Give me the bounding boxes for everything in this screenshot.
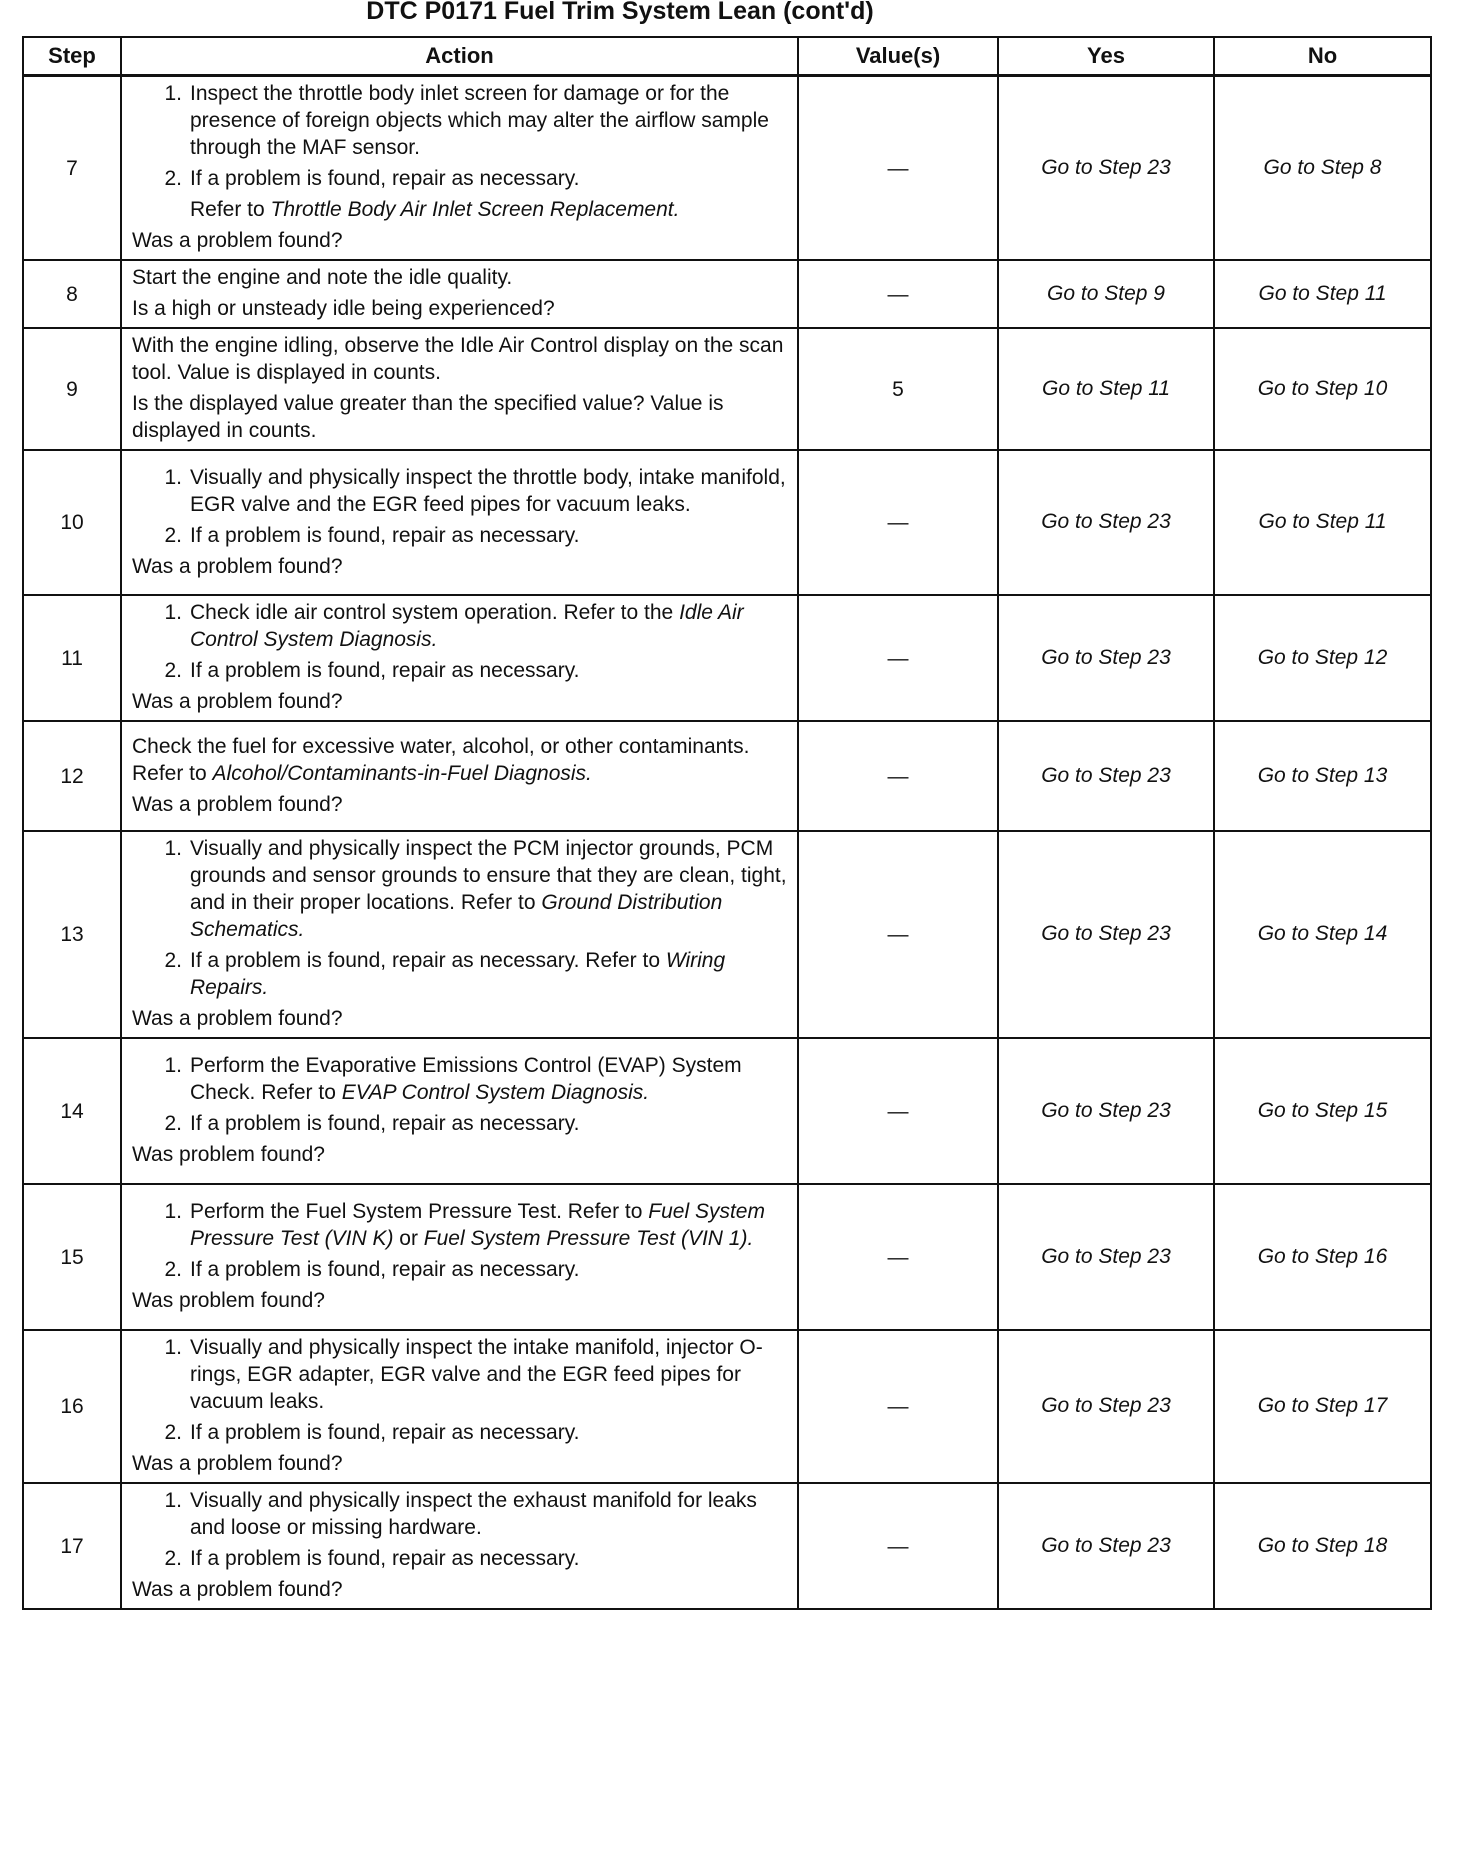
action-item-text — [190, 599, 787, 653]
action-text-part: If a problem is found, repair as necessary. — [190, 1421, 580, 1444]
no-result: Go to Step 12 — [1214, 595, 1431, 721]
action-item-number: 1. — [164, 1200, 182, 1223]
action-item — [132, 80, 787, 161]
action-item-text — [190, 1198, 787, 1252]
step-number: 11 — [23, 595, 121, 721]
value-cell: — — [798, 1038, 998, 1184]
action-text-part: Visually and physically inspect the intake manifold, injector O-rings, EGR adapter, EGR valve and the EGR feed pipes for vacuum leaks. — [190, 1336, 763, 1413]
action-text-part: Refer to — [190, 198, 271, 221]
action-item-text — [190, 1419, 787, 1446]
step-number: 12 — [23, 721, 121, 831]
no-result: Go to Step 10 — [1214, 328, 1431, 450]
action-item-text — [190, 835, 787, 943]
step-number: 9 — [23, 328, 121, 450]
action-item-text — [190, 1052, 787, 1106]
action-text-part: Perform the Evaporative Emissions Control (EVAP) System Check. Refer to — [190, 1054, 742, 1104]
action-item-text — [190, 464, 787, 518]
step-number: 16 — [23, 1330, 121, 1483]
action-cell — [121, 328, 798, 450]
action-item-number: 2. — [164, 1547, 182, 1570]
action-item — [132, 1052, 787, 1106]
action-question: Was a problem found? — [132, 1452, 343, 1475]
step-number: 7 — [23, 76, 121, 261]
action-item — [132, 657, 787, 684]
header-yes: Yes — [998, 37, 1214, 76]
action-text-part: If a problem is found, repair as necessary. — [190, 1112, 580, 1135]
action-item-number: 1. — [164, 465, 182, 489]
no-result: Go to Step 16 — [1214, 1184, 1431, 1330]
action-question: Was problem found? — [132, 1289, 325, 1312]
reference-link-text: Fuel System Pressure Test (VIN 1). — [423, 1227, 754, 1250]
action-item — [132, 1334, 787, 1415]
action-item-number: 2. — [164, 1258, 182, 1281]
step-number: 14 — [23, 1038, 121, 1184]
reference-link-text: Wiring Repairs. — [190, 949, 726, 999]
header-values: Value(s) — [798, 37, 998, 76]
action-item — [132, 464, 787, 518]
action-cell — [121, 76, 798, 261]
action-item-text — [190, 1256, 787, 1283]
action-item-text — [190, 1334, 787, 1415]
no-result: Go to Step 14 — [1214, 831, 1431, 1038]
yes-result: Go to Step 23 — [998, 831, 1214, 1038]
yes-result: Go to Step 23 — [998, 1483, 1214, 1609]
action-item — [132, 1110, 787, 1137]
action-item — [132, 522, 787, 549]
action-text-part: With the engine idling, observe the Idle Air Control display on the scan tool. Value is displayed in counts. — [132, 334, 784, 384]
header-action: Action — [121, 37, 798, 76]
action-item — [132, 165, 787, 192]
value-cell: — — [798, 831, 998, 1038]
step-number: 13 — [23, 831, 121, 1038]
action-cell — [121, 450, 798, 595]
action-item-number: 2. — [164, 167, 182, 190]
action-question: Was problem found? — [132, 1143, 325, 1166]
action-cell — [121, 1330, 798, 1483]
action-text — [132, 733, 787, 787]
table-row — [23, 1330, 1431, 1483]
action-cell — [121, 1483, 798, 1609]
action-question: Was a problem found? — [132, 1007, 343, 1030]
table-row — [23, 1184, 1431, 1330]
action-text-part: If a problem is found, repair as necessary. Refer to — [190, 949, 666, 972]
action-cell — [121, 1184, 798, 1330]
table-row — [23, 721, 1431, 831]
step-number: 15 — [23, 1184, 121, 1330]
action-question: Was a problem found? — [132, 229, 343, 252]
action-text-part: Visually and physically inspect the exhaust manifold for leaks and loose or missing hardware. — [190, 1489, 757, 1539]
page-title: DTC P0171 Fuel Trim System Lean (cont'd) — [366, 0, 874, 25]
action-item-number: 1. — [164, 1489, 182, 1512]
table-row — [23, 328, 1431, 450]
yes-result: Go to Step 23 — [998, 595, 1214, 721]
action-text-part: Inspect the throttle body inlet screen for damage or for the presence of foreign objects which may alter the airflow sample through the MAF sensor. — [190, 82, 769, 159]
reference-link-text: Idle Air Control System Diagnosis. — [190, 601, 744, 651]
step-number: 10 — [23, 450, 121, 595]
action-item-number: 1. — [164, 1336, 182, 1359]
table-row — [23, 450, 1431, 595]
action-item-text — [190, 947, 787, 1001]
table-header-row — [23, 37, 1431, 76]
action-cell — [121, 1038, 798, 1184]
value-cell: — — [798, 1330, 998, 1483]
action-text-part: Visually and physically inspect the PCM injector grounds, PCM grounds and sensor grounds to ensure that they are clean, tight, and in their proper locations. Refer to — [190, 837, 787, 914]
diagnostic-table — [22, 36, 1432, 1610]
action-item-number: 2. — [164, 523, 182, 547]
action-question: Is a high or unsteady idle being experienced? — [132, 297, 555, 320]
action-cell — [121, 260, 798, 328]
action-item — [132, 196, 787, 223]
action-item — [132, 599, 787, 653]
action-item — [132, 1256, 787, 1283]
value-cell: 5 — [798, 328, 998, 450]
reference-link-text: Alcohol/Contaminants-in-Fuel Diagnosis. — [212, 761, 592, 785]
action-cell — [121, 831, 798, 1038]
action-item — [132, 1419, 787, 1446]
action-item-text — [190, 196, 787, 223]
value-cell: — — [798, 1483, 998, 1609]
action-text-part: If a problem is found, repair as necessary. — [190, 659, 580, 682]
action-text-part: Start the engine and note the idle quality. — [132, 266, 513, 289]
yes-result: Go to Step 11 — [998, 328, 1214, 450]
no-result: Go to Step 13 — [1214, 721, 1431, 831]
step-number: 17 — [23, 1483, 121, 1609]
action-item-number: 2. — [164, 659, 182, 682]
action-text-part: If a problem is found, repair as necessary. — [190, 1547, 580, 1570]
action-question: Was a problem found? — [132, 690, 343, 713]
value-cell: — — [798, 260, 998, 328]
action-text-part: Perform the Fuel System Pressure Test. Refer to — [190, 1200, 649, 1223]
action-item — [132, 947, 787, 1001]
action-item — [132, 1545, 787, 1572]
action-question: Was a problem found? — [132, 792, 343, 816]
yes-result: Go to Step 9 — [998, 260, 1214, 328]
action-question: Is the displayed value greater than the specified value? Value is displayed in counts. — [132, 392, 724, 442]
action-text-part: Check idle air control system operation. Refer to the — [190, 601, 680, 624]
action-text — [132, 332, 787, 386]
action-item-text — [190, 1110, 787, 1137]
action-text-part: If a problem is found, repair as necessary. — [190, 167, 580, 190]
no-result: Go to Step 15 — [1214, 1038, 1431, 1184]
action-text-part: Visually and physically inspect the throttle body, intake manifold, EGR valve and the EGR feed pipes for vacuum leaks. — [190, 465, 786, 516]
yes-result: Go to Step 23 — [998, 721, 1214, 831]
header-no: No — [1214, 37, 1431, 76]
action-item-number: 2. — [164, 1112, 182, 1135]
action-text — [132, 264, 787, 291]
action-item-text — [190, 1487, 787, 1541]
header-step: Step — [23, 37, 121, 76]
yes-result: Go to Step 23 — [998, 1184, 1214, 1330]
table-row — [23, 260, 1431, 328]
reference-link-text: Ground Distribution Schematics. — [190, 891, 723, 941]
reference-link-text: Fuel System Pressure Test (VIN K) — [190, 1200, 765, 1250]
action-item-number: 2. — [164, 1421, 182, 1444]
table-row — [23, 831, 1431, 1038]
action-item-text — [190, 80, 787, 161]
action-text-part: Check the fuel for excessive water, alcohol, or other contaminants. Refer to — [132, 734, 750, 785]
yes-result: Go to Step 23 — [998, 1330, 1214, 1483]
action-cell — [121, 595, 798, 721]
step-number: 8 — [23, 260, 121, 328]
action-cell — [121, 721, 798, 831]
action-item-text — [190, 165, 787, 192]
action-item-text — [190, 1545, 787, 1572]
no-result: Go to Step 11 — [1214, 260, 1431, 328]
action-text-part: If a problem is found, repair as necessary. — [190, 523, 580, 547]
value-cell: — — [798, 721, 998, 831]
value-cell: — — [798, 1184, 998, 1330]
action-item-number: 1. — [164, 837, 182, 860]
table-row — [23, 595, 1431, 721]
action-item — [132, 835, 787, 943]
yes-result: Go to Step 23 — [998, 1038, 1214, 1184]
reference-link-text: EVAP Control System Diagnosis. — [341, 1081, 650, 1104]
no-result: Go to Step 11 — [1214, 450, 1431, 595]
table-row — [23, 1483, 1431, 1609]
action-text-part: or — [393, 1227, 424, 1250]
action-item — [132, 1198, 787, 1252]
action-item-number — [132, 196, 190, 223]
value-cell: — — [798, 76, 998, 261]
table-row — [23, 1038, 1431, 1184]
action-text-part: If a problem is found, repair as necessary. — [190, 1258, 580, 1281]
action-item-number: 1. — [164, 1054, 182, 1077]
yes-result: Go to Step 23 — [998, 450, 1214, 595]
no-result: Go to Step 18 — [1214, 1483, 1431, 1609]
action-item — [132, 1487, 787, 1541]
value-cell: — — [798, 450, 998, 595]
action-question: Was a problem found? — [132, 1578, 343, 1601]
table-row — [23, 76, 1431, 261]
action-item-number: 2. — [164, 949, 182, 972]
action-item-text — [190, 657, 787, 684]
action-question: Was a problem found? — [132, 554, 343, 578]
action-item-number: 1. — [164, 82, 182, 105]
action-item-text — [190, 522, 787, 549]
yes-result: Go to Step 23 — [998, 76, 1214, 261]
no-result: Go to Step 17 — [1214, 1330, 1431, 1483]
action-item-number: 1. — [164, 601, 182, 624]
no-result: Go to Step 8 — [1214, 76, 1431, 261]
value-cell: — — [798, 595, 998, 721]
reference-link-text: Throttle Body Air Inlet Screen Replacement. — [270, 198, 680, 221]
